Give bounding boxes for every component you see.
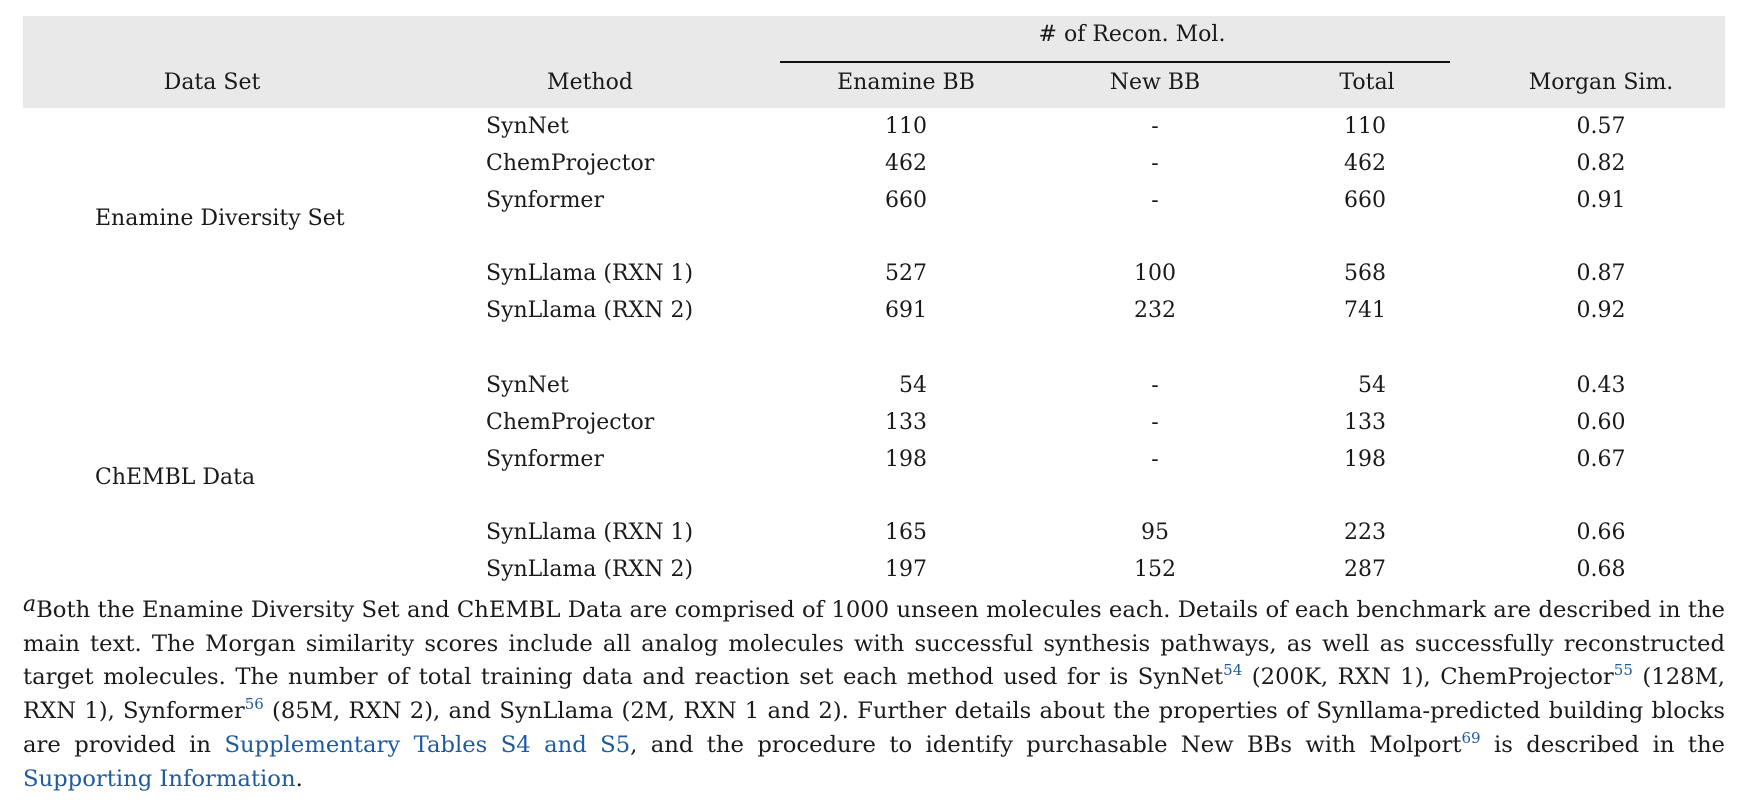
reference-synnet[interactable]: 54 [1223,661,1243,680]
footnote-text: is described in the [1480,731,1725,758]
table-cell-new-bb: - [1151,447,1159,472]
table-cell-morgan-sim: 0.92 [1576,298,1626,323]
table-cell-new-bb: 100 [1134,261,1176,286]
table-cell-morgan-sim: 0.43 [1576,373,1626,398]
col-header-total: Total [1339,70,1395,95]
footnote-text: (200K, RXN 1), ChemProjector [1242,664,1614,691]
reference-molport[interactable]: 69 [1461,728,1481,747]
col-header-new-bb: New BB [1109,70,1201,95]
table-cell-enamine-bb: 197 [885,557,927,582]
table-cell-morgan-sim: 0.87 [1576,261,1626,286]
col-header-data-set: Data Set [163,70,261,95]
table-cell-total: 287 [1344,557,1386,582]
group-header-recon-mol: # of Recon. Mol. [1038,22,1226,47]
table-cell-method: Synformer [486,188,604,213]
table-cell-enamine-bb: 527 [885,261,927,286]
table-cell-total: 462 [1344,151,1386,176]
col-header-method: Method [547,70,633,95]
group-label-enamine-diversity-set: Enamine Diversity Set [95,206,345,231]
table-cell-method: SynNet [486,373,569,398]
table-cell-enamine-bb: 165 [885,520,927,545]
table-cell-total: 660 [1344,188,1386,213]
supplementary-tables-link[interactable]: Supplementary Tables S4 and S5 [224,731,631,758]
footnote-text: , and the procedure to identify purchasable New BBs with Molport [630,731,1462,758]
table-cell-method: ChemProjector [486,410,655,435]
table-cell-morgan-sim: 0.82 [1576,151,1626,176]
table-cell-total: 223 [1344,520,1386,545]
supporting-information-link[interactable]: Supporting Information [23,765,296,792]
reference-chemprojector[interactable]: 55 [1613,661,1633,680]
table-cell-morgan-sim: 0.67 [1576,447,1626,472]
table-cell-method: SynLlama (RXN 2) [486,557,694,582]
table-cell-morgan-sim: 0.60 [1576,410,1626,435]
table-cell-morgan-sim: 0.68 [1576,557,1626,582]
table-cell-method: Synformer [486,447,604,472]
table-cell-total: 110 [1344,114,1386,139]
table-cell-new-bb: - [1151,188,1159,213]
table-cell-total: 133 [1344,410,1386,435]
table-cell-method: SynLlama (RXN 1) [486,261,694,286]
footnote-text: . [295,765,303,792]
table-cell-enamine-bb: 198 [885,447,927,472]
table-cell-method: SynLlama (RXN 2) [486,298,694,323]
table-cell-enamine-bb: 462 [885,151,927,176]
table-cell-method: SynLlama (RXN 1) [486,520,694,545]
group-label-chembl-data: ChEMBL Data [95,465,256,490]
table-cell-enamine-bb: 660 [885,188,927,213]
reference-synformer[interactable]: 56 [244,695,264,714]
footnote-marker: a [23,592,37,617]
table-cell-enamine-bb: 691 [885,298,927,323]
table-footnote [23,594,1725,796]
table-cell-total: 741 [1344,298,1386,323]
table-cell-morgan-sim: 0.66 [1576,520,1626,545]
table-cell-enamine-bb: 110 [885,114,927,139]
table-cell-enamine-bb: 54 [899,373,927,398]
table-cell-total: 568 [1344,261,1386,286]
footnote-text: (128M, RXN 1), Synformer [23,664,1726,725]
group-header-rule [780,61,1450,63]
table-cell-new-bb: 152 [1134,557,1176,582]
table-cell-new-bb: - [1151,410,1159,435]
table-cell-method: SynNet [486,114,569,139]
table-cell-new-bb: 232 [1134,298,1176,323]
col-header-enamine-bb: Enamine BB [837,70,975,95]
table-cell-new-bb: 95 [1141,520,1169,545]
footnote-text: Both the Enamine Diversity Set and ChEMBL Data are comprised of 1000 unseen molecules each. Details of each benchmark are described in the main text. The Morgan similarity scores include all analog molecules with successful synthesis pathways, as well as successfully reconstructed target molecules. The number of total training data and reaction set each method used for is SynNet [23,597,1725,691]
table-cell-total: 54 [1358,373,1386,398]
table-cell-new-bb: - [1151,114,1159,139]
table-cell-new-bb: - [1151,151,1159,176]
table-cell-total: 198 [1344,447,1386,472]
table-cell-morgan-sim: 0.57 [1576,114,1626,139]
table-cell-method: ChemProjector [486,151,655,176]
footnote-text: (85M, RXN 2), and SynLlama (2M, RXN 1 and 2). Further details about the properties of Synllama-predicted building blocks are provided in [23,698,1725,758]
table-cell-new-bb: - [1151,373,1159,398]
col-header-morgan-sim: Morgan Sim. [1528,70,1674,95]
table-cell-morgan-sim: 0.91 [1576,188,1626,213]
table-cell-enamine-bb: 133 [885,410,927,435]
